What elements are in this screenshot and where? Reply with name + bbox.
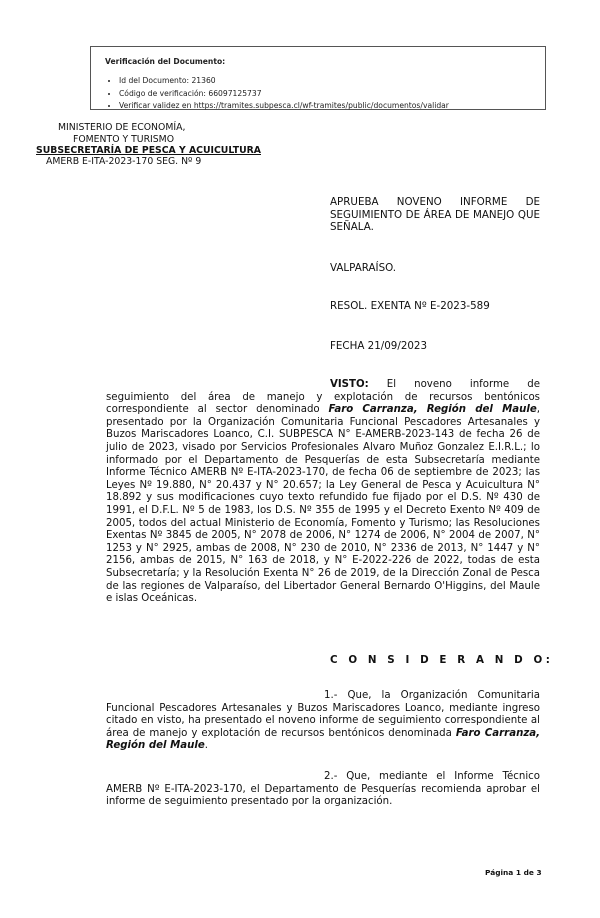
visto-label: VISTO: xyxy=(330,379,369,390)
resolution-place: VALPARAÍSO. xyxy=(330,262,397,274)
visto-text-a: El noveno informe de seguimiento del área de manejo y explotación de recursos bentónicos correspondiente al sector denominado xyxy=(106,379,540,416)
para1-text-a: 1.- Que, la Organización Comunitaria Funcional Pescadores Artesanales y Buzos Mariscadores Loanco, mediante ingreso citado en visto, ha presentado el noveno informe de seguimiento correspondiente al área de manejo y explotación de recursos bentónicos denominada xyxy=(106,690,540,739)
verification-item-id: • Id del Documento: 21360 xyxy=(119,75,535,88)
resolution-subject: APRUEBA NOVENO INFORME DE SEGUIMIENTO DE ÁREA DE MANEJO QUE SEÑALA. xyxy=(330,196,540,233)
page-number: Página 1 de 3 xyxy=(485,868,542,877)
para1-area-name: Faro Carranza, Región del Maule xyxy=(106,727,541,752)
verification-item-code: • Código de verificación: 66097125737 xyxy=(119,88,535,101)
ministry-name: MINISTERIO DE ECONOMÍA, xyxy=(58,122,186,133)
resolution-date: FECHA 21/09/2023 xyxy=(330,340,428,352)
verification-title: Verificación del Documento: xyxy=(105,57,226,66)
considerando-heading: C O N S I D E R A N D O: xyxy=(330,654,554,666)
visto-paragraph xyxy=(106,379,540,606)
para1-text-b: . xyxy=(204,740,208,752)
verification-item-url[interactable]: • Verificar validez en https://tramites.subpesca.cl/wf-tramites/public/documentos/validar xyxy=(119,100,535,113)
resolution-number: RESOL. EXENTA Nº E-2023-589 xyxy=(330,300,490,312)
considerando-paragraph-2 xyxy=(106,771,540,809)
subsecretaria-name: SUBSECRETARÍA DE PESCA Y ACUICULTURA xyxy=(36,145,261,156)
para2-text: 2.- Que, mediante el Informe Técnico AMERB Nº E-ITA-2023-170, el Departamento de Pesquerías recomienda aprobar el informe de seguimiento presentado por la organización. xyxy=(106,771,540,808)
document-reference: AMERB E-ITA-2023-170 SEG. Nº 9 xyxy=(46,156,202,167)
verification-list xyxy=(105,75,535,113)
ministry-name-line2: FOMENTO Y TURISMO xyxy=(73,134,175,145)
verification-box xyxy=(90,46,546,110)
visto-area-name: Faro Carranza, Región del Maule xyxy=(328,404,537,416)
considerando-paragraph-1 xyxy=(106,690,540,753)
visto-text-b: , presentado por la Organización Comunitaria Funcional Pescadores Artesanales y Buzos Mariscadores Loanco, C.I. SUBPESCA N° E-AMERB-2023-143 de fecha 26 de julio de 2023, visado por Servicios Profesionales Alvaro Muñoz Gonzalez E.I.R.L.; lo informado por el Departamento de Pesquerías de esta Subsecretaría mediante Informe Técnico AMERB Nº E-ITA-2023-170, de fecha 06 de septiembre de 2023; las Leyes Nº 19.880, N° 20.437 y N° 20.657; la Ley General de Pesca y Acuicultura N° 18.892 y sus modificaciones cuyo texto refundido fue fijado por el D.S. Nº 430 de 1991, el D.F.L. Nº 5 de 1983, los D.S. Nº 355 de 1995 y el Decreto Exento Nº 409 de 2005, todos del actual Ministerio de Economía, Fomento y Turismo; las Resoluciones Exentas Nº 3845 de 2005, N° 2078 de 2006, N° 1274 de 2006, N° 2004 de 2007, N° 1253 y N° 2925, ambas de 2008, N° 230 de 2010, N° 2336 de 2013, N° 1447 y N° 2156, ambas de 2015, N° 163 de 2018, y N° E-2022-226 de 2022, todas de esta Subsecretaría; y la Resolución Exenta N° 26 de 2019, de la Dirección Zonal de Pesca de las regiones de Valparaíso, del Libertador General Bernardo O'Higgins, del Maule e islas Oceánicas. xyxy=(106,404,540,605)
